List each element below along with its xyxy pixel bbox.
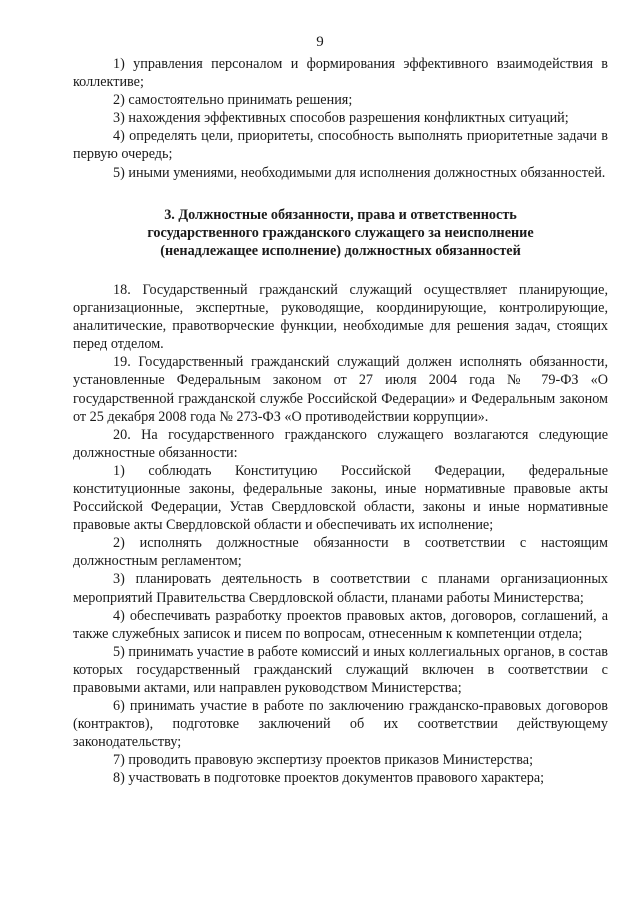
- duty-item-4: 4) обеспечивать разработку проектов правовых актов, договоров, соглашений, а также служебных записок и писем по вопросам, отнесенным к компетенции отдела;: [73, 607, 608, 642]
- duty-item-2: 2) исполнять должностные обязанности в соответствии с настоящим должностным регламентом;: [73, 535, 608, 570]
- duty-item-6: 6) принимать участие в работе по заключению гражданско-правовых договоров (контрактов), подготовке заключений об их соответствии действующему законодательству;: [73, 698, 608, 751]
- section-heading: [73, 206, 608, 260]
- intro-item-2: 2) самостоятельно принимать решения;: [113, 92, 353, 109]
- intro-item-1: 1) управления персоналом и формирования эффективного взаимодействия в коллективе;: [73, 56, 608, 91]
- paragraph-19: 19. Государственный гражданский служащий должен исполнять обязанности, установленные Федеральным законом от 27 июля 2004 года № 79-ФЗ «О государственной гражданской службе Российской Федерации» и Федеральным законом от 25 декабря 2008 года № 273-ФЗ «О противодействии коррупции».: [73, 354, 608, 425]
- section-heading-line-3: (ненадлежащее исполнение) должностных обязанностей: [160, 242, 521, 259]
- duty-item-1: 1) соблюдать Конституцию Российской Федерации, федеральные конституционные законы, федеральные законы, иные нормативные правовые акты Российской Федерации, Устав Свердловской области, законы и иные нормативные правовые акты Свердловской области и обеспечивать их исполнение;: [73, 462, 608, 534]
- section-heading-line-1: 3. Должностные обязанности, права и ответственность: [164, 206, 517, 223]
- duty-item-8: 8) участвовать в подготовке проектов документов правового характера;: [113, 770, 545, 787]
- intro-item-5: 5) иными умениями, необходимыми для исполнения должностных обязанностей.: [113, 164, 606, 181]
- duty-item-5: 5) принимать участие в работе комиссий и иных коллегиальных органов, в состав которых государственный гражданский служащий включен в соответствии с правовыми актами, или направлен руководством Министерства;: [73, 643, 608, 696]
- intro-item-4: 4) определять цели, приоритеты, способность выполнять приоритетные задачи в первую очередь;: [73, 128, 608, 163]
- document-body: [73, 55, 608, 788]
- page-number: 9: [316, 34, 324, 50]
- paragraph-20: 20. На государственного гражданского служащего возлагаются следующие должностные обязанности:: [73, 426, 608, 461]
- section-heading-line-2: государственного гражданского служащего за неисполнение: [147, 224, 534, 241]
- duty-item-7: 7) проводить правовую экспертизу проектов приказов Министерства;: [113, 752, 534, 769]
- intro-item-3: 3) нахождения эффективных способов разрешения конфликтных ситуаций;: [113, 110, 569, 127]
- duty-item-3: 3) планировать деятельность в соответствии с планами организационных мероприятий Правительства Свердловской области, планами работы Министерства;: [73, 571, 608, 606]
- paragraph-18: 18. Государственный гражданский служащий осуществляет планирующие, организационные, экспертные, руководящие, координирующие, контролирующие, аналитические, правотворческие функции, необходимые для решения задач, стоящих перед отделом.: [73, 281, 608, 353]
